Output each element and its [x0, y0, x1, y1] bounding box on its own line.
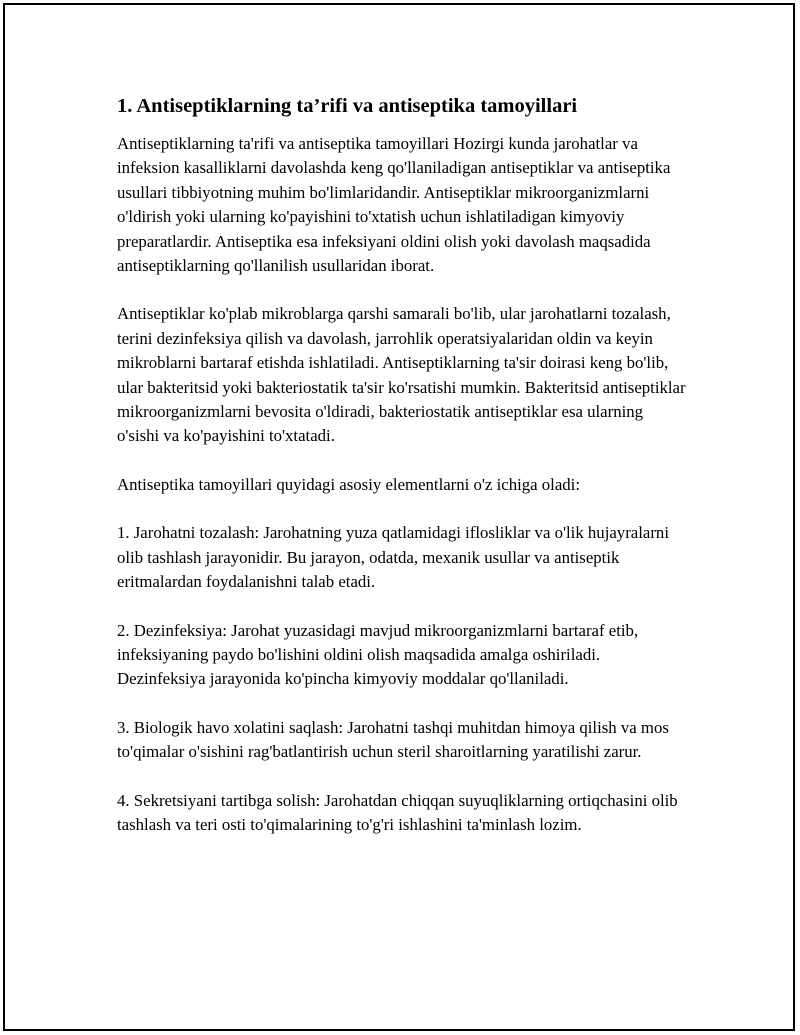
document-body	[117, 92, 687, 861]
paragraph-principles-intro: Antiseptika tamoyillari quyidagi asosiy elementlarni o'z ichiga oladi:	[117, 474, 580, 494]
paragraph-antiseptic-effects: Antiseptiklar ko'plab mikroblarga qarshi samarali bo'lib, ular jarohatlarni tozalash, terini dezinfeksiya qilish va davolash, jarrohlik operatsiyalaridan oldin va keyin mikroblarni bartaraf etishda ishlatiladi. Antiseptiklarning ta'sir doirasi keng bo'lib, ular bakteritsid yoki bakteriostatik ta'sir ko'rsatishi mumkin. Bakteritsid antiseptiklar mikroorganizmlarni bevosita o'ldiradi, bakteriostatik antiseptiklar esa ularning o'sishi va ko'payishini to'xtatadi.	[117, 304, 686, 446]
paragraph-definition: Antiseptiklarning ta'rifi va antiseptika tamoyillari Hozirgi kunda jarohatlar va infeksion kasalliklarni davolashda keng qo'llaniladigan antiseptiklar va antiseptika usullari tibbiyotning muhim bo'limlaridandir. Antiseptiklar mikroorganizmlarni o'ldirish yoki ularning ko'payishini to'xtatish uchun ishlatiladigan kimyoviy preparatlardir. Antiseptika esa infeksiyani oldini olish yoki davolash maqsadida antiseptiklarning qo'llanilish usullaridan iborat.	[117, 134, 671, 276]
list-item-wound-cleaning: 1. Jarohatni tozalash: Jarohatning yuza qatlamidagi iflosliklar va o'lik hujayralarni olib tashlash jarayonidir. Bu jarayon, odatda, mexanik usullar va antiseptik eritmalardan foydalanishni talab etadi.	[117, 523, 669, 592]
list-item-sterile-conditions: 3. Biologik havo xolatini saqlash: Jarohatni tashqi muhitdan himoya qilish va mos to'qimalar o'sishini rag'batlantirish uchun steril sharoitlarning yaratilishi zarur.	[117, 717, 669, 762]
list-item-secretion-control: 4. Sekretsiyani tartibga solish: Jarohatdan chiqqan suyuqliklarning ortiqchasini olib tashlash va teri osti to'qimalarining to'g'ri ishlashini ta'minlash lozim.	[117, 790, 678, 834]
list-item-disinfection: 2. Dezinfeksiya: Jarohat yuzasidagi mavjud mikroorganizmlarni bartaraf etib, infeksiyaning paydo bo'lishini oldini olish maqsadida amalga oshiriladi. Dezinfeksiya jarayonida ko'pincha kimyoviy moddalar qo'llaniladi.	[117, 620, 639, 689]
section-heading: 1. Antiseptiklarning ta’rifi va antiseptika tamoyillari	[117, 95, 578, 117]
